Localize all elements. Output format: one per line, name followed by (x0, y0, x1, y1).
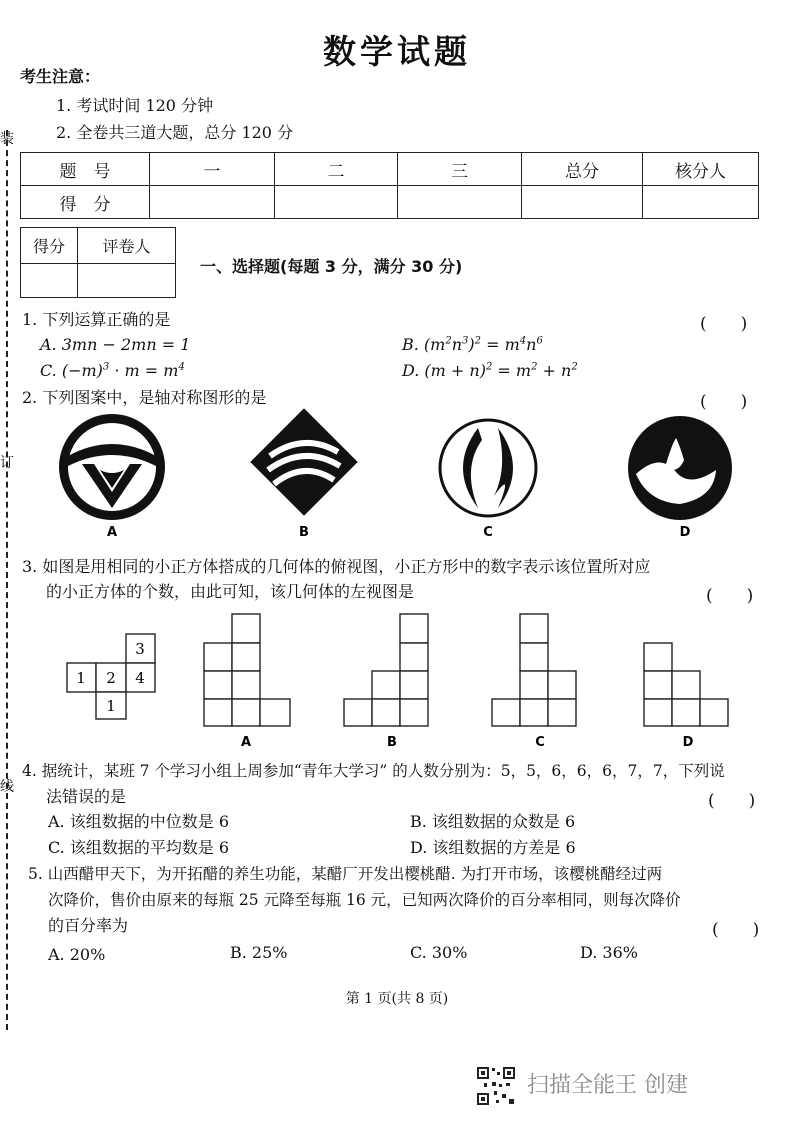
margin-char-zhuang: 装 (0, 131, 14, 147)
q5-answer-paren[interactable]: ( ) (712, 920, 760, 940)
q1-answer-paren[interactable]: ( ) (700, 314, 748, 334)
grader-name-label: 评卷人 (78, 228, 176, 264)
grader-table (20, 227, 176, 298)
score-cell-total[interactable] (522, 186, 643, 219)
q3-option-c-view (492, 614, 576, 726)
q3-option-d-view (644, 643, 728, 726)
score-table (20, 152, 759, 219)
score-header-checker: 核分人 (643, 153, 759, 186)
score-cell-checker[interactable] (643, 186, 759, 219)
q3-label-d: D (682, 735, 694, 750)
q2-label-d: D (679, 525, 691, 540)
notice-item-time: 1. 考试时间 120 分钟 (56, 96, 214, 115)
score-header-2: 二 (275, 153, 398, 186)
q4-option-d: D. 该组数据的方差是 6 (410, 838, 576, 857)
q2-figure-a (59, 414, 165, 520)
q4-answer-paren[interactable]: ( ) (708, 791, 756, 811)
q2-figure-b (250, 408, 357, 515)
q4-option-b: B. 该组数据的众数是 6 (410, 812, 576, 831)
q5-option-c: C. 30% (410, 943, 468, 962)
page-title: 数学试题 (323, 32, 471, 71)
score-row-label: 得 分 (21, 186, 150, 219)
page-footer: 第 1 页(共 8 页) (345, 991, 449, 1007)
margin-char-ding: 订 (0, 455, 14, 471)
q5-option-a: A. 20% (48, 945, 106, 964)
notice-item-total: 2. 全卷共三道大题，总分 120 分 (56, 123, 294, 142)
grader-score-label: 得分 (21, 228, 78, 264)
q4-option-a: A. 该组数据的中位数是 6 (48, 812, 229, 831)
q3-top-view-num: 3 (135, 640, 145, 658)
q3-answer-paren[interactable]: ( ) (706, 586, 754, 606)
margin-char-xian: 线 (0, 779, 14, 795)
qr-code-icon (476, 1066, 516, 1106)
q5-stem-line3: 的百分率为 (48, 916, 129, 935)
q3-label-a: A (240, 735, 252, 750)
q2-label-a: A (106, 525, 118, 540)
q2-figure-c (440, 420, 536, 516)
q3-stem-line2: 的小正方体的个数，由此可知，该几何体的左视图是 (46, 582, 415, 601)
grader-name-cell[interactable] (78, 264, 176, 298)
q3-label-c: C (535, 735, 545, 750)
q4-stem-line2: 法错误的是 (46, 787, 127, 806)
q3-option-a-view (204, 614, 290, 726)
q1-option-a: A. 3mn − 2mn = 1 (40, 335, 191, 354)
notice-heading: 考生注意： (20, 67, 101, 86)
q5-stem-line1: 5. 山西醋甲天下，为开拓醋的养生功能，某醋厂开发出樱桃醋. 为打开市场，该樱桃醋经过两 (28, 865, 663, 883)
score-header-question: 题 号 (21, 153, 150, 186)
q2-figures (0, 412, 794, 542)
section-heading: 一、选择题(每题 3 分，满分 30 分) (200, 257, 463, 276)
q4-stem-line1: 4. 据统计，某班 7 个学习小组上周参加“青年大学习” 的人数分别为：5，5，6，6，6，7，7，下列说 (22, 762, 725, 780)
q3-top-view-num: 1 (106, 697, 116, 715)
q3-top-view-num: 4 (135, 669, 145, 687)
q2-stem: 2. 下列图案中，是轴对称图形的是 (22, 388, 267, 407)
q5-option-b: B. 25% (230, 943, 288, 962)
q5-option-d: D. 36% (580, 943, 638, 962)
q1-stem: 1. 下列运算正确的是 (22, 310, 171, 329)
q3-figures (0, 608, 794, 750)
score-header-3: 三 (398, 153, 522, 186)
q2-label-b: B (299, 525, 309, 540)
q3-top-view-num: 1 (76, 669, 86, 687)
score-header-total: 总分 (522, 153, 643, 186)
q1-option-b: B. $(m^2n^3)^2 = m^4n^6$ (402, 335, 543, 354)
q3-stem-line1: 3. 如图是用相同的小正方体搭成的几何体的俯视图，小正方形中的数字表示该位置所对应 (22, 557, 651, 576)
score-cell-3[interactable] (398, 186, 522, 219)
scanner-watermark: 扫描全能王 创建 (527, 1073, 688, 1098)
q5-stem-line2: 次降价，售价由原来的每瓶 25 元降至每瓶 16 元，已知两次降价的百分率相同，则每次降价 (48, 891, 681, 909)
q3-top-view-num: 2 (106, 669, 116, 687)
score-cell-2[interactable] (275, 186, 398, 219)
binding-line (6, 130, 8, 1030)
q3-label-b: B (387, 735, 397, 750)
q4-option-c: C. 该组数据的平均数是 6 (48, 838, 230, 857)
q1-option-c: C. $(-m)^3 \cdot m = m^4$ (40, 361, 185, 380)
q1-option-d: D. $(m + n)^2 = m^2 + n^2$ (402, 361, 578, 380)
q2-answer-paren[interactable]: ( ) (700, 392, 748, 412)
score-cell-1[interactable] (150, 186, 275, 219)
q2-label-c: C (483, 525, 493, 540)
q2-figure-d (628, 416, 732, 520)
q3-option-b-view (344, 614, 428, 726)
score-header-1: 一 (150, 153, 275, 186)
grader-score-cell[interactable] (21, 264, 78, 298)
